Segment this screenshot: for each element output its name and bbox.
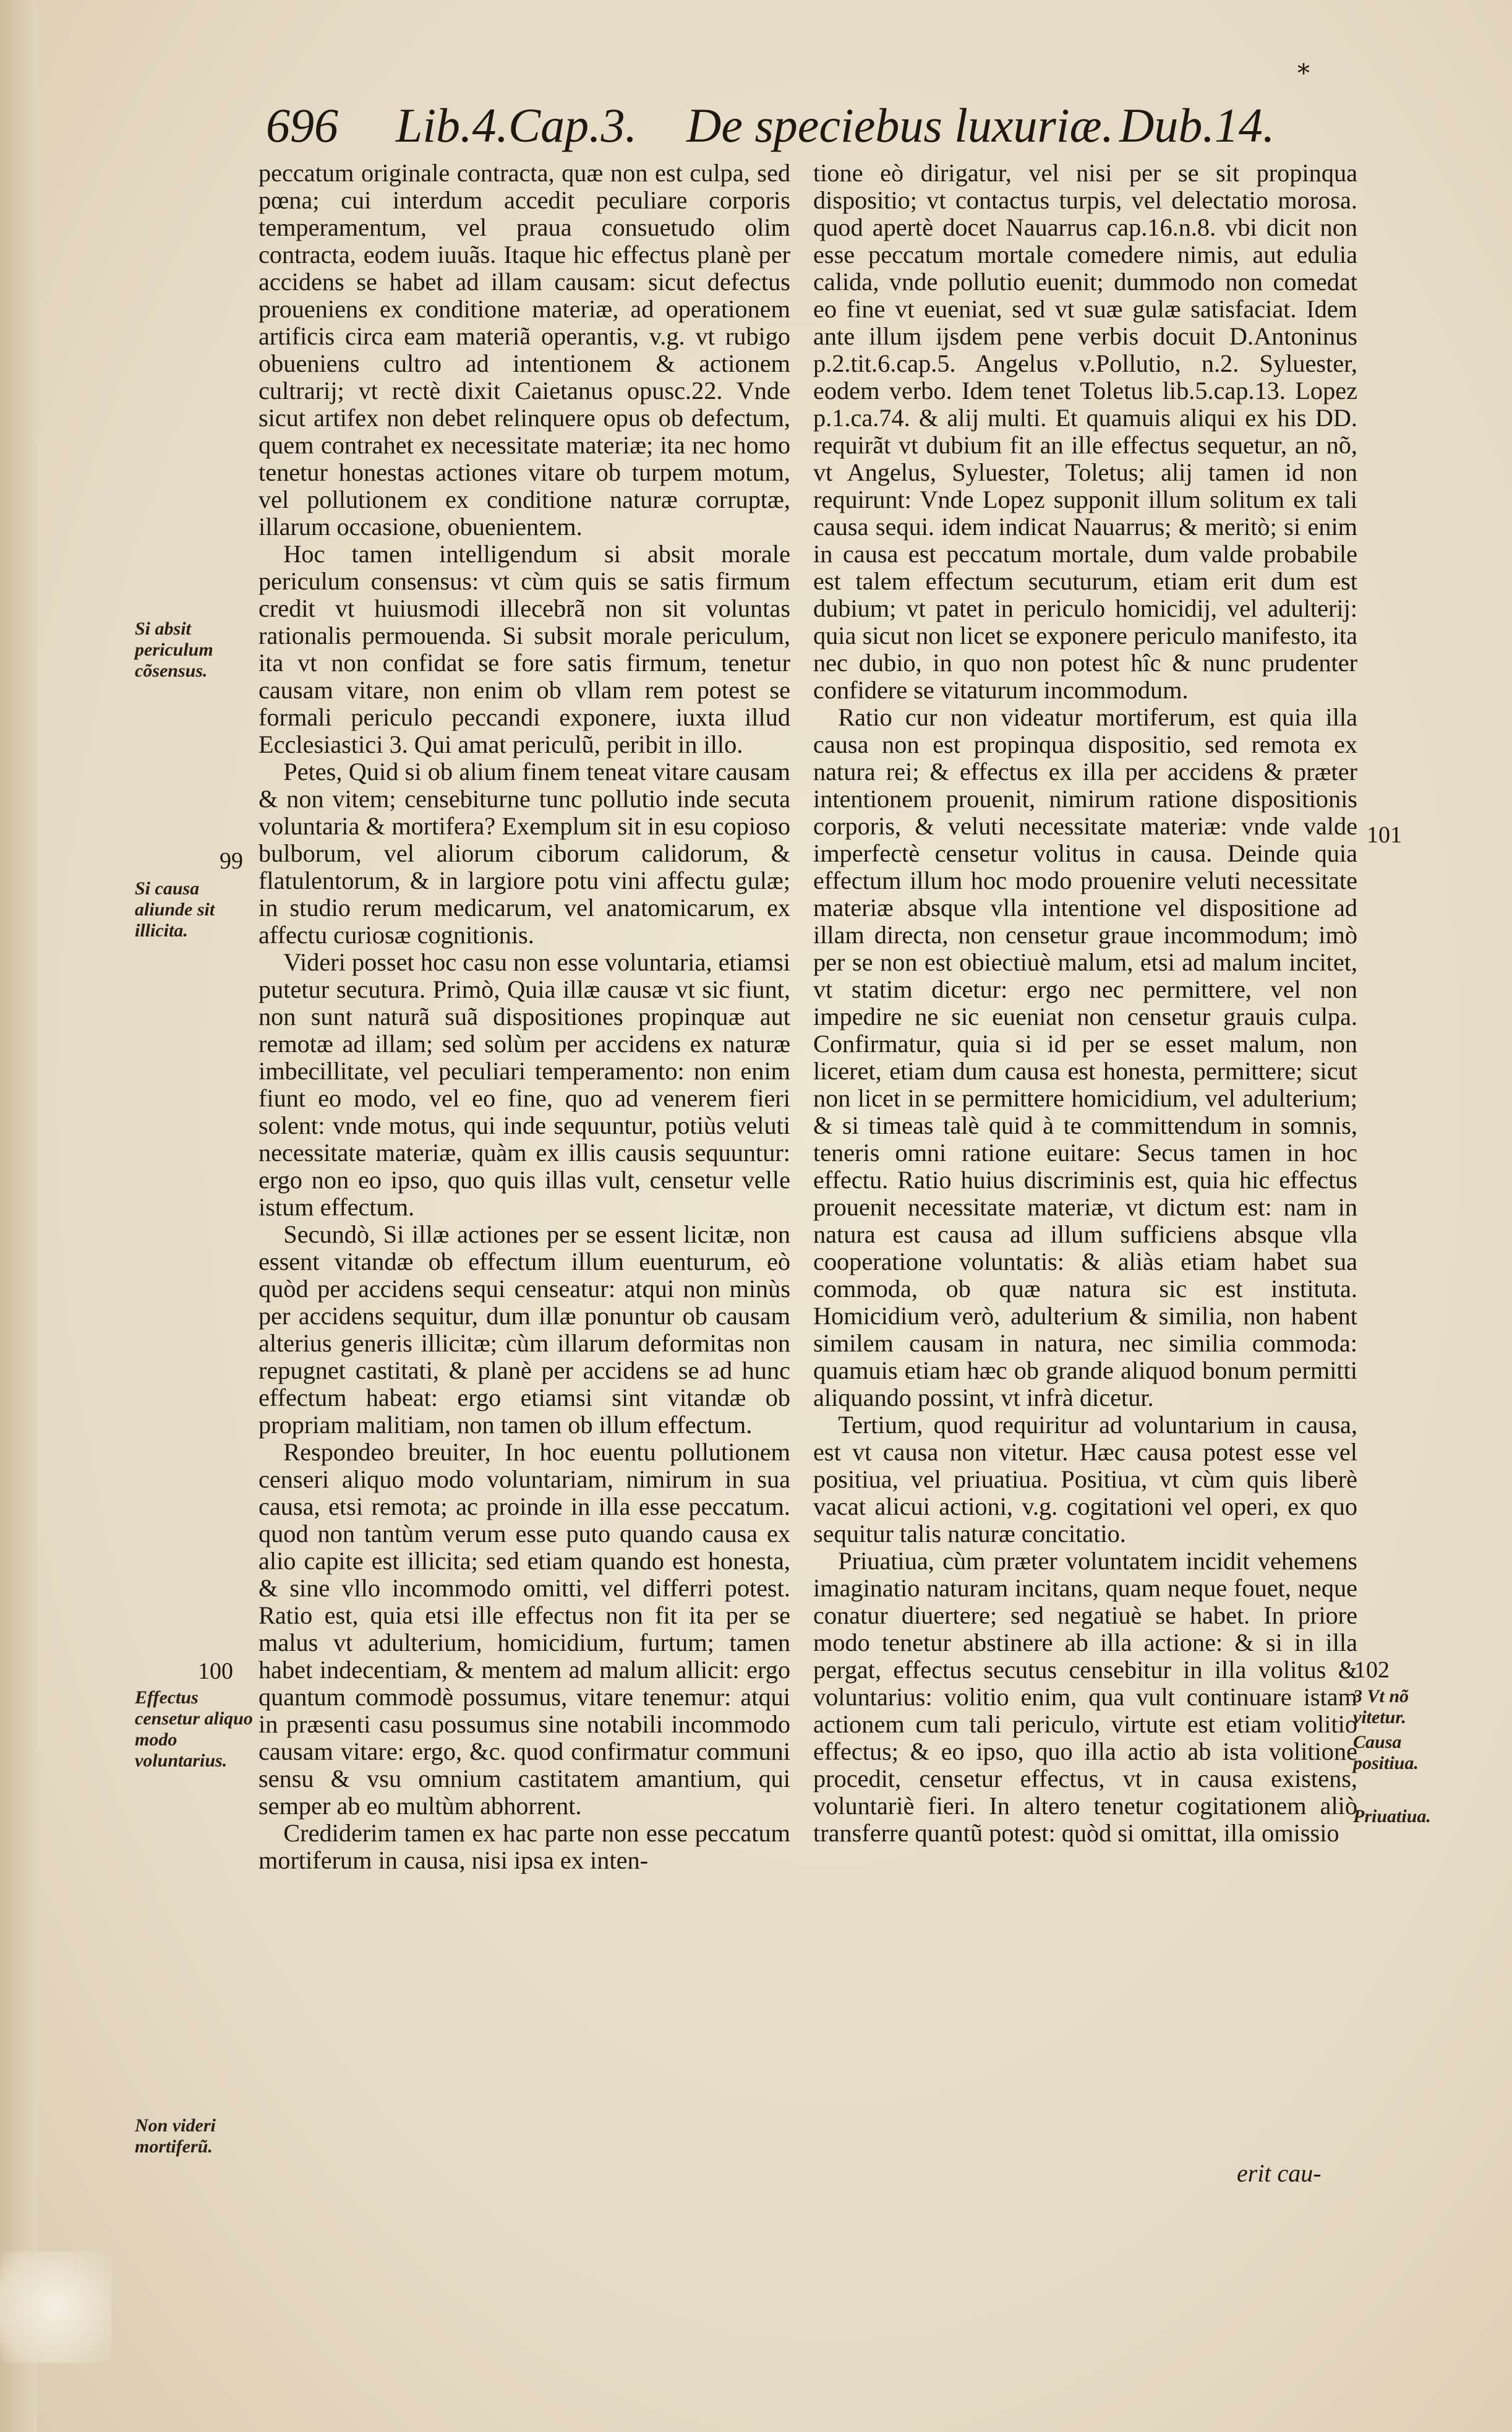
margin-note-priuatiua: Priuatiua. <box>1353 1806 1431 1826</box>
margin-note-causa-aliunde: Si causa aliunde sit illicita. <box>135 878 215 941</box>
margin-number-102: 102 <box>1354 1657 1390 1683</box>
paragraph: tione eò dirigatur, vel nisi per se sit propinqua dispositio; vt contactus turpis, vel delectatio morosa. quod apertè docet Nauarrus cap.16.n.8. vbi dicit non esse peccatum mortale comedere nimis, aut edulia calida, vnde pollutio euenit; dummodo non comedat eo fine vt eueniat, sed vt suæ gulæ satisfaciat. Idem ante illum ijsdem pene verbis docuit D.Antoninus p.2.tit.6.cap.5. Angelus v.Pollutio, n.2. Syluester, eodem verbo. Idem tenet Toletus lib.5.cap.13. Lopez p.1.ca.74. & alij multi. Et quamuis aliqui ex his DD. requirãt vt dubium fit an ille effectus sequetur, an nõ, vt Angelus, Syluester, Toletus; alij tamen id non requirunt: Vnde Lopez supponit illum solitum ex tali causa sequi. idem indicat Nauarrus; & meritò; si enim in causa est peccatum mortale, dum valde probabile est talem effectum secuturum, etiam erit dum est dubium; vt patet in periculo homicidij, vel adulterij: quia sicut non licet se exponere periculo manifesto, ita nec dubio, in quo non potest hîc & nunc prudenter confidere se vitaturum incommodum. <box>813 159 1357 704</box>
margin-note-causa-positiua: Causa positiua. <box>1353 1732 1419 1773</box>
margin-number-101: 101 <box>1367 822 1402 848</box>
paragraph: Crediderim tamen ex hac parte non esse peccatum mortiferum in causa, nisi ipsa ex inten- <box>258 1819 790 1874</box>
catchword: erit cau- <box>1237 2159 1322 2187</box>
paper-stain <box>0 2251 111 2363</box>
margin-note-absit: Si absit periculum cõsensus. <box>135 619 213 681</box>
paragraph: Tertium, quod requiritur ad voluntarium in causa, est vt causa non vitetur. Hæc causa potest esse vel positiua, vel priuatiua. Positiua, vt cùm quis liberè vacat alicui actioni, v.g. cogitationi vel operi, ex quo sequitur talis naturæ concitatio. <box>813 1411 1357 1548</box>
page-gutter-edge <box>0 0 37 2432</box>
margin-note-effectus: Effectus censetur aliquo modo voluntarius. <box>135 1687 253 1771</box>
paragraph: Petes, Quid si ob alium finem teneat vitare causam & non vitem; censebiturne tunc pollutio inde secuta voluntaria & mortifera? Exemplum sit in esu copioso bulborum, vel aliorum ciborum calidorum, & flatulentorum, & in largiore potu vini affectu gulæ; in studio rerum medicarum, vel anatomicarum, ex affectu curiosæ cognitionis. <box>258 758 790 949</box>
margin-note-vt-non-vitetur: 3 Vt nõ vitetur. <box>1353 1686 1409 1728</box>
paragraph: peccatum originale contracta, quæ non est culpa, sed pœna; cui interdum accedit peculiare corporis temperamentum, vel praua consuetudo olim contracta, eodem iuuãs. Itaque hic effectus planè per accidens se habet ad illam causam: sicut defectus proueniens ex conditione materiæ, ad operationem artificis circa eam materiã operantis, v.g. vt rubigo obueniens cultro ad intentionem & actionem cultrarij; vt rectè dixit Caietanus opusc.22. Vnde sicut artifex non debet relinquere opus ob defectum, quem contrahet ex necessitate materiæ; ita nec homo tenetur honestas actiones vitare ob turpem motum, vel pollutionem ex conditione naturæ corruptæ, illarum occasione, obuenientem. <box>258 159 790 541</box>
paragraph: Hoc tamen intelligendum si absit morale periculum consensus: vt cùm quis se satis firmum credit vt huiusmodi illecebrã non sit voluntas rationalis permouenda. Si subsit morale periculum, ita vt non confidat se fore satis firmum, tenetur causam vitare, non enim ob vllam rem potest se formali periculo peccandi exponere, iuxta illud Ecclesiastici 3. Qui amat periculũ, peribit in illo. <box>258 540 790 758</box>
page-number: 696 <box>266 98 338 152</box>
left-text-column <box>258 160 790 1874</box>
dubium-number: Dub.14. <box>1119 98 1275 152</box>
running-title: De speciebus luxuriæ. <box>686 98 1114 152</box>
paragraph: Respondeo breuiter, In hoc euentu pollutionem censeri aliquo modo voluntariam, nimirum in sua causa, etsi remota; ac proinde in illa esse peccatum. quod non tantùm verum esse puto quando causa ex alio capite est illicita; sed etiam quando est honesta, & sine vllo incommodo omitti, vel differri potest. Ratio est, quia etsi ille effectus non fit ita per se malus vt adulterium, homicidium, furtum; tamen habet indecentiam, & mentem ad malum allicit: ergo quantum commodè possumus, vitare tenemur: atqui in præsenti casu possumus sine notabili incommodo causam vitare: ergo, &c. quod confirmatur communi sensu & vsu omnium castitatem amantium, qui semper ab eo multùm abhorrent. <box>258 1438 790 1820</box>
margin-number-100: 100 <box>198 1658 233 1684</box>
right-text-column <box>813 160 1357 1847</box>
paragraph: Ratio cur non videatur mortiferum, est quia illa causa non est propinqua dispositio, sed remota ex natura rei; & effectus ex illa per accidens & præter intentionem prouenit, nimirum ratione dispositionis corporis, & veluti necessitate materiæ: vnde valde imperfectè censetur volitus in causa. Deinde quia effectum illum hoc modo prouenire veluti necessitate materiæ absque vlla intentione vel dispositione ad illam directa, non censetur graue incommodum; imò per se non est obiectiuè malum, etsi ad malum incitet, vt statim dicetur: ergo nec permittere, vel non impedire ne sic eueniat non censetur grauis culpa. Confirmatur, quia si id per se esset malum, non liceret, etiam dum causa est honesta, permittere; sicut non licet in se permittere homicidium, vel adulterium; & si timeas talè quid à te committendum in somnis, teneris omni ratione euitare: Secus tamen in hoc effectu. Ratio huius discriminis est, quia hic effectus prouenit necessitate materiæ, vt dictum est: nam in natura est causa ad illum sufficiens absque vlla cooperatione voluntatis: & aliàs etiam habet sua commoda, ob quæ natura sic est instituta. Homicidium verò, adulterium & similia, non habent similem causam in natura, nec similia commoda: quamuis etiam hæc ob grande aliquod bonum permitti aliquando possint, vt infrà dicetur. <box>813 703 1357 1411</box>
book-chapter-reference: Lib.4.Cap.3. <box>396 98 638 152</box>
paragraph: Videri posset hoc casu non esse voluntaria, etiamsi putetur secutura. Primò, Quia illæ causæ vt sic fiunt, non sunt naturã suã dispositiones propinquæ aut remotæ ad illam; sed solùm per accidens ex naturæ imbecillitate, vel peculiari temperamento: non enim fiunt eo modo, vel eo fine, quo ad venerem fieri solent: vnde motus, qui inde sequuntur, potiùs veluti necessitate materiæ, quàm ex illis causis sequuntur: ergo non eo ipso, quo quis illas vult, censetur velle istum effectum. <box>258 948 790 1221</box>
paragraph: Secundò, Si illæ actiones per se essent licitæ, non essent vitandæ ob effectum illum euenturum, eò quòd per accidens sequi censeatur: atqui non minùs per accidens sequitur, dum illæ ponuntur ob causam alterius generis illicitæ; cùm illarum deformitas non repugnet castitati, & planè per accidens se ad hunc effectum habeat: ergo etiamsi sint vitandæ ob propriam malitiam, non tamen ob illum effectum. <box>258 1220 790 1439</box>
running-header <box>266 92 1292 160</box>
corner-mark: * <box>1297 59 1310 88</box>
paragraph: Priuatiua, cùm præter voluntatem incidit vehemens imaginatio naturam incitans, quam neque fouet, neque conatur diuertere; sed negatiuè se habet. In priore modo tenetur abstinere ab illa actione: & si in illa pergat, effectus secutus censebitur in illa volitus & voluntarius: volitio enim, qua vult continuare istam actionem cum tali periculo, virtute est etiam volitio effectus; & eo ipso, quo illa actio ab ista volitione procedit, censetur effectus, vt in causa existens, voluntariè fieri. In altero tenetur cogitationem aliò transferre quantũ potest: quòd si omittat, illa omissio <box>813 1547 1357 1847</box>
margin-number-99: 99 <box>220 848 243 874</box>
margin-note-non-mortiferum: Non videri mortiferũ. <box>135 2115 216 2157</box>
